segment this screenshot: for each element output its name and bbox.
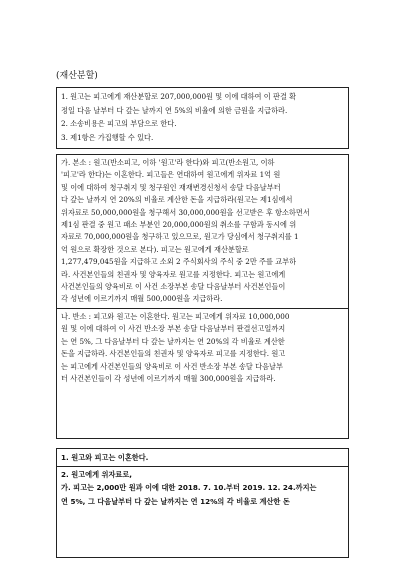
text-line: 1. 원고와 피고는 이혼한다. bbox=[61, 453, 149, 462]
claims-box bbox=[56, 154, 349, 439]
judgment-box-1 bbox=[56, 87, 349, 149]
text-line: 각 성년에 이르기까지 매월 500,000원을 지급하라. bbox=[61, 294, 223, 304]
judgment-box-2 bbox=[56, 448, 349, 558]
text-line: 3. 제1항은 가집행할 수 있다. bbox=[61, 132, 154, 142]
text-line: 원 및 이에 대하여 이 사건 반소장 부본 송달 다음날부터 판결선고일까지 bbox=[61, 324, 286, 334]
text-line: 및 이에 대하여 청구취지 및 청구원인 재재변경신청서 송달 다음날부터 bbox=[61, 182, 281, 192]
text-line: 터 사건본인들이 각 성년에 이르기까지 매월 300,000원을 지급하라. bbox=[61, 373, 276, 383]
text-line: 돈을 지급하라. 사건본인들의 친권자 및 양육자로 피고를 지정한다. 원고 bbox=[61, 349, 286, 359]
text-line: 제1심 판결 중 원고 패소 부분인 20,000,000원의 취소를 구함과 동시에 위 bbox=[61, 220, 297, 230]
text-line: 는 피고에게 사건본인들의 양육비로 이 사건 반소장 부본 송달 다음날부 bbox=[61, 361, 283, 371]
text-line: 억 원으로 확장한 것으로 본다). 피고는 원고에게 재산분할로 bbox=[61, 244, 249, 254]
section-na bbox=[57, 309, 348, 387]
text-line: 정일 다음 날부터 다 갚는 날까지 연 5%의 비율에 의한 금원을 지급하라. bbox=[61, 105, 288, 115]
text-line: '피고'라 한다)는 이혼한다. 피고들은 연대하여 원고에게 위자료 1억 원 bbox=[61, 170, 281, 180]
text-line: 는 연 5%, 그 다음날부터 다 갚는 날까지는 연 20%의 각 비율로 계산한 bbox=[61, 336, 285, 346]
text-line: 연 5%, 그 다음날부터 다 갚는 날까지는 연 12%의 각 비율로 계산한 돈 bbox=[61, 496, 290, 506]
text-line: 위자료로 50,000,000원을 청구해서 30,000,000원을 선고받은 후 항소하면서 bbox=[61, 207, 310, 217]
text-line: 2. 소송비용은 피고의 부담으로 한다. bbox=[61, 119, 177, 128]
text-line: 자료로 70,000,000원을 청구하고 있으므로, 원고가 당심에서 청구취지를 1 bbox=[61, 232, 299, 242]
text-line: 라. 사건본인들의 친권자 및 양육자로 원고를 지정한다. 피고는 원고에게 bbox=[61, 269, 286, 279]
text-line: 2. 원고에게 위자료로, bbox=[61, 470, 133, 480]
text-line: 다 갚는 날까지 연 20%의 비율로 계산한 돈을 지급하라(원고는 제1심에서 bbox=[61, 195, 293, 205]
text-line: 1. 원고는 피고에게 재산분할로 207,000,000원 및 이에 대하여 이 판결 확 bbox=[61, 92, 297, 101]
text-line: 가. 피고는 2,000만 원과 이에 대한 2018. 7. 10.부터 2019. 12. 24.까지는 bbox=[61, 483, 317, 493]
divider bbox=[57, 466, 348, 467]
text-line: 사건본인들의 양육비로 이 사건 소장부본 송달 다음날부터 사건본인들이 bbox=[61, 282, 286, 292]
text-line: 1,277,479,045원을 지급하고 소외 2 주식회사의 주식 중 2만 주를 교부하 bbox=[61, 257, 297, 267]
section-heading: (재산분할) bbox=[56, 71, 98, 81]
section-ga bbox=[57, 155, 348, 309]
text-line: 나. 반소 : 피고와 원고는 이혼한다. 원고는 피고에게 위자료 10,000,000 bbox=[61, 311, 290, 321]
text-line: 가. 본소 : 원고(반소피고, 이하 '원고'라 한다)와 피고(반소원고, 이하 bbox=[61, 158, 275, 167]
